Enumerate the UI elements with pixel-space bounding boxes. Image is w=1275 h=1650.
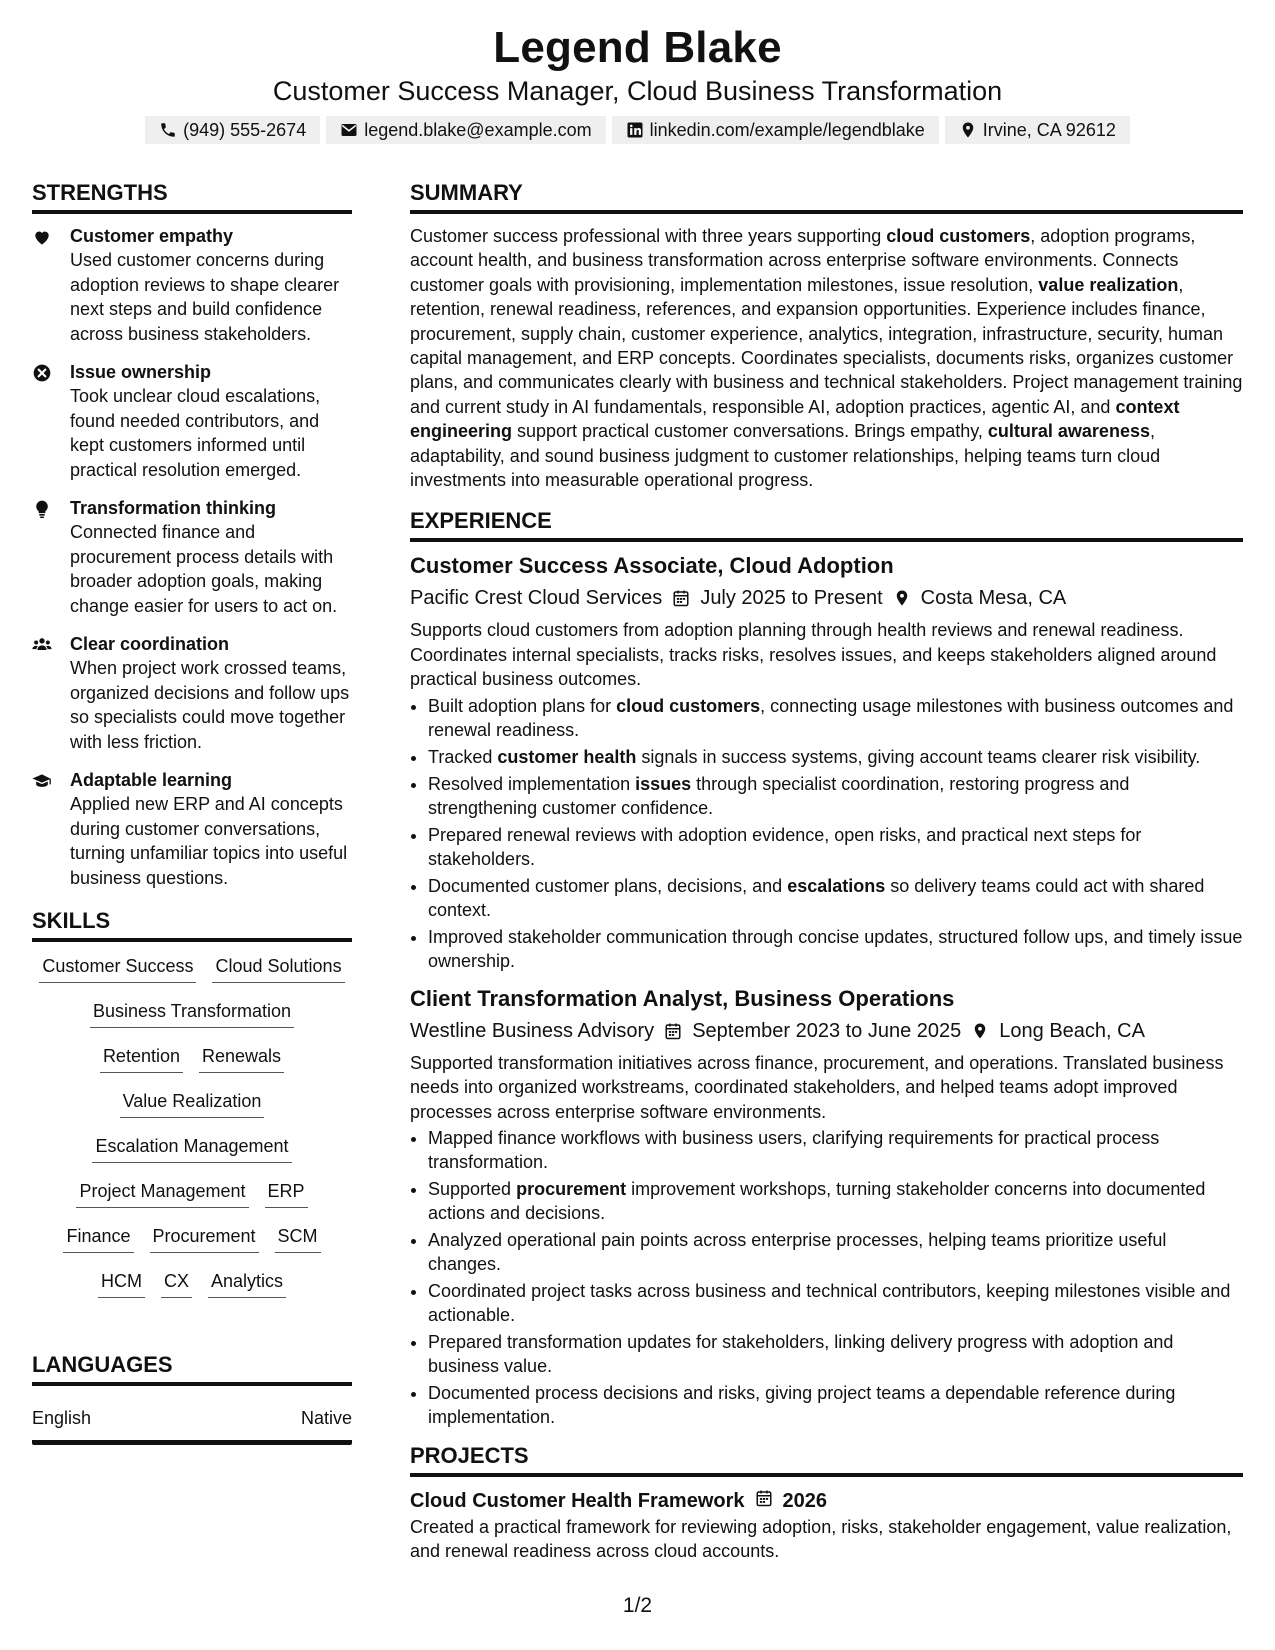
job-entry xyxy=(410,985,1243,1429)
job-entry xyxy=(410,552,1243,972)
skills-list xyxy=(32,952,352,1298)
phone-icon xyxy=(159,121,177,139)
skill-tag: Renewals xyxy=(199,1042,284,1073)
skill-row xyxy=(32,952,352,983)
bold-keyword: customer health xyxy=(497,746,637,767)
skill-tag: Analytics xyxy=(208,1267,286,1298)
strength-desc: Connected finance and procurement process details with broader adoption goals, making change easier for users to act on. xyxy=(70,522,338,616)
job-bullet xyxy=(428,1126,1243,1174)
projects-heading: PROJECTS xyxy=(410,1443,1243,1477)
heart-icon xyxy=(32,224,56,346)
skill-tag: Procurement xyxy=(150,1222,259,1253)
strength-desc: Used customer concerns during adoption reviews to shape clearer next steps and build confidence across business stakeholders. xyxy=(70,250,340,344)
job-bullet xyxy=(428,1279,1243,1327)
job-bullets xyxy=(410,694,1243,973)
job-bullet xyxy=(428,1228,1243,1276)
job-location: Costa Mesa, CA xyxy=(920,587,1067,610)
skill-row xyxy=(32,1087,352,1118)
calendar-icon xyxy=(664,1022,682,1040)
skill-tag: Value Realization xyxy=(120,1087,265,1118)
job-bullets xyxy=(410,1126,1243,1429)
skill-row xyxy=(32,1177,352,1208)
contact-location xyxy=(945,116,1130,144)
bullet-fragment: Analyzed operational pain points across enterprise processes, helping teams prioritize useful changes. xyxy=(428,1229,1167,1274)
bullet-fragment: Supported xyxy=(428,1178,517,1199)
calendar-icon xyxy=(672,589,690,607)
project-header xyxy=(410,1487,1243,1515)
job-bullet xyxy=(428,823,1243,871)
bold-keyword: context engineering xyxy=(410,396,1180,442)
language-row xyxy=(32,1396,352,1445)
skill-row xyxy=(32,1132,352,1163)
strength-item xyxy=(32,224,352,346)
language-name: English xyxy=(32,1408,92,1428)
bullet-fragment: Mapped finance workflows with business users, clarifying requirements for practical process transformation. xyxy=(428,1127,1160,1172)
bullet-fragment: Prepared transformation updates for stakeholders, linking delivery progress with adoption and business value. xyxy=(428,1331,1174,1376)
job-meta xyxy=(410,1017,1243,1045)
right-column xyxy=(410,180,1243,1564)
summary-text xyxy=(410,224,1243,492)
strength-title: Clear coordination xyxy=(70,634,230,654)
bullet-fragment: signals in success systems, giving account teams clearer risk visibility. xyxy=(636,746,1201,767)
language-level: Native xyxy=(300,1408,352,1428)
contact-email[interactable] xyxy=(326,116,605,144)
users-icon xyxy=(32,632,56,754)
bullet-fragment: Tracked xyxy=(428,746,498,767)
graduation-cap-icon xyxy=(32,768,56,890)
job-bullet xyxy=(428,1381,1243,1429)
page-number: 1/2 xyxy=(622,1594,653,1617)
strength-desc: When project work crossed teams, organized decisions and follow ups so specialists could move together with less friction. xyxy=(70,658,350,752)
bullet-fragment: improvement workshops, turning stakeholder concerns into documented actions and decisions. xyxy=(428,1178,1206,1223)
contact-bar xyxy=(0,116,1275,144)
strength-item xyxy=(32,360,352,482)
summary-fragment: , retention, renewal readiness, references, and expansion opportunities. Experience includes finance, procurement, supply chain, customer experience, analytics, integration, infrastructure, security, human capital management, and ERP concepts. Coordinates specialists, documents risks, organizes customer plans, and communicates clearly with business and technical stakeholders. Project management training and current study in AI fundamentals, responsible AI, adoption practices, agentic AI, and xyxy=(410,274,1243,417)
project-year: 2026 xyxy=(782,1489,828,1512)
resume-header xyxy=(0,0,1275,144)
job-description: Supports cloud customers from adoption planning through health reviews and renewal readiness. Coordinates internal specialists, tracks risks, resolves issues, and keeps stakeholders aligned around practical business outcomes. xyxy=(410,620,1217,690)
job-meta xyxy=(410,584,1243,612)
map-pin-icon xyxy=(893,589,911,607)
project-description: Created a practical framework for reviewing adoption, risks, stakeholder engagement, value realization, and renewal readiness across cloud accounts. xyxy=(410,1516,1232,1562)
bullet-fragment: Documented process decisions and risks, giving project teams a dependable reference during implementation. xyxy=(428,1382,1176,1427)
bullet-fragment: through specialist coordination, restoring progress and strengthening customer confidence. xyxy=(428,773,1130,818)
bullet-fragment: Documented customer plans, decisions, and xyxy=(428,875,788,896)
languages-heading: LANGUAGES xyxy=(32,1352,352,1386)
skill-tag: Project Management xyxy=(76,1177,248,1208)
linkedin-text: linkedin.com/example/legendblake xyxy=(649,120,925,140)
skill-row xyxy=(32,1042,352,1073)
skill-tag: Finance xyxy=(63,1222,133,1253)
strength-item xyxy=(32,496,352,618)
skill-tag: Business Transformation xyxy=(90,997,294,1028)
strengths-heading: STRENGTHS xyxy=(32,180,352,214)
lightbulb-icon xyxy=(32,496,56,618)
envelope-icon xyxy=(340,121,358,139)
bold-keyword: cultural awareness xyxy=(987,421,1150,442)
skill-row xyxy=(32,1222,352,1253)
skill-tag: SCM xyxy=(275,1222,321,1253)
bullet-fragment: , connecting usage milestones with business outcomes and renewal readiness. xyxy=(428,695,1234,740)
candidate-name: Legend Blake xyxy=(493,23,782,72)
left-column xyxy=(32,180,352,1445)
job-bullet xyxy=(428,745,1243,769)
strength-title: Transformation thinking xyxy=(70,498,277,518)
summary-fragment: support practical customer conversations. Brings empathy, xyxy=(512,421,988,442)
experience-heading: EXPERIENCE xyxy=(410,508,1243,542)
location-text: Irvine, CA 92612 xyxy=(982,120,1116,140)
job-dates: September 2023 to June 2025 xyxy=(692,1019,962,1042)
map-pin-icon xyxy=(971,1022,989,1040)
phone-text: (949) 555-2674 xyxy=(183,120,307,140)
job-bullet xyxy=(428,874,1243,922)
strength-title: Issue ownership xyxy=(70,362,212,382)
linkedin-icon xyxy=(626,121,644,139)
bold-keyword: cloud customers xyxy=(886,226,1031,246)
skill-row xyxy=(32,1267,352,1298)
summary-fragment: , adaptability, and sound business judgment to customer relationships, helping teams turn cloud investments into measurable operational progress. xyxy=(410,421,1161,491)
job-bullet xyxy=(428,694,1243,742)
bullet-fragment: Improved stakeholder communication through concise updates, structured follow ups, and timely issue ownership. xyxy=(428,926,1243,971)
bold-keyword: value realization xyxy=(1038,274,1179,295)
summary-heading: SUMMARY xyxy=(410,180,1243,214)
project-title: Cloud Customer Health Framework xyxy=(410,1489,745,1512)
bold-keyword: escalations xyxy=(787,875,886,896)
skill-row xyxy=(32,997,352,1028)
strength-title: Adaptable learning xyxy=(70,770,233,790)
bullet-fragment: so delivery teams could act with shared context. xyxy=(428,875,1205,920)
summary-fragment: , adoption programs, account health, and business transformation across enterprise software environments. Connects customer goals with provisioning, implementation milestones, issue resolution, xyxy=(410,226,1196,295)
job-bullet xyxy=(428,925,1243,973)
job-location: Long Beach, CA xyxy=(999,1019,1145,1042)
bold-keyword: cloud customers xyxy=(616,695,761,716)
calendar-icon xyxy=(755,1487,773,1515)
skill-tag: Cloud Solutions xyxy=(212,952,344,983)
strength-item xyxy=(32,768,352,890)
bullet-fragment: Prepared renewal reviews with adoption evidence, open risks, and practical next steps for stakeholders. xyxy=(428,824,1142,869)
skill-tag: ERP xyxy=(265,1177,308,1208)
strength-desc: Took unclear cloud escalations, found needed contributors, and kept customers informed until practical resolution emerged. xyxy=(70,386,321,480)
bold-keyword: procurement xyxy=(516,1178,627,1199)
map-pin-icon xyxy=(959,121,977,139)
bullet-fragment: Resolved implementation xyxy=(428,773,636,794)
email-text: legend.blake@example.com xyxy=(364,120,592,140)
job-bullet xyxy=(428,1330,1243,1378)
contact-linkedin[interactable] xyxy=(612,116,939,144)
job-title: Customer Success Associate, Cloud Adoption xyxy=(410,553,894,579)
job-bullet xyxy=(428,1177,1243,1225)
job-dates: July 2025 to Present xyxy=(700,587,883,610)
skill-tag: HCM xyxy=(98,1267,145,1298)
bullet-fragment: Built adoption plans for xyxy=(428,695,617,716)
company-name: Westline Business Advisory xyxy=(410,1019,655,1042)
skill-tag: Retention xyxy=(100,1042,183,1073)
job-title: Client Transformation Analyst, Business Operations xyxy=(410,985,955,1011)
strength-item xyxy=(32,632,352,754)
project-entry xyxy=(410,1487,1243,1564)
bullet-fragment: Coordinated project tasks across business and technical contributors, keeping milestones visible and actionable. xyxy=(428,1280,1231,1325)
candidate-headline: Customer Success Manager, Cloud Business Transformation xyxy=(272,76,1003,106)
contact-phone[interactable] xyxy=(145,116,320,144)
skill-tag: Customer Success xyxy=(39,952,196,983)
x-circle-icon xyxy=(32,360,56,482)
bold-keyword: issues xyxy=(635,773,692,794)
strength-desc: Applied new ERP and AI concepts during customer conversations, turning unfamiliar topics into useful business questions. xyxy=(70,794,348,888)
strength-title: Customer empathy xyxy=(70,226,234,246)
job-bullet xyxy=(428,772,1243,820)
skills-heading: SKILLS xyxy=(32,908,352,942)
company-name: Pacific Crest Cloud Services xyxy=(410,587,663,610)
job-description: Supported transformation initiatives across finance, procurement, and operations. Translated business needs into organized workstreams, coordinated stakeholders, and helped teams adopt improved processes across enterprise software environments. xyxy=(410,1052,1224,1122)
skill-tag: CX xyxy=(161,1267,192,1298)
summary-fragment: Customer success professional with three years supporting xyxy=(410,226,887,246)
skill-tag: Escalation Management xyxy=(92,1132,291,1163)
